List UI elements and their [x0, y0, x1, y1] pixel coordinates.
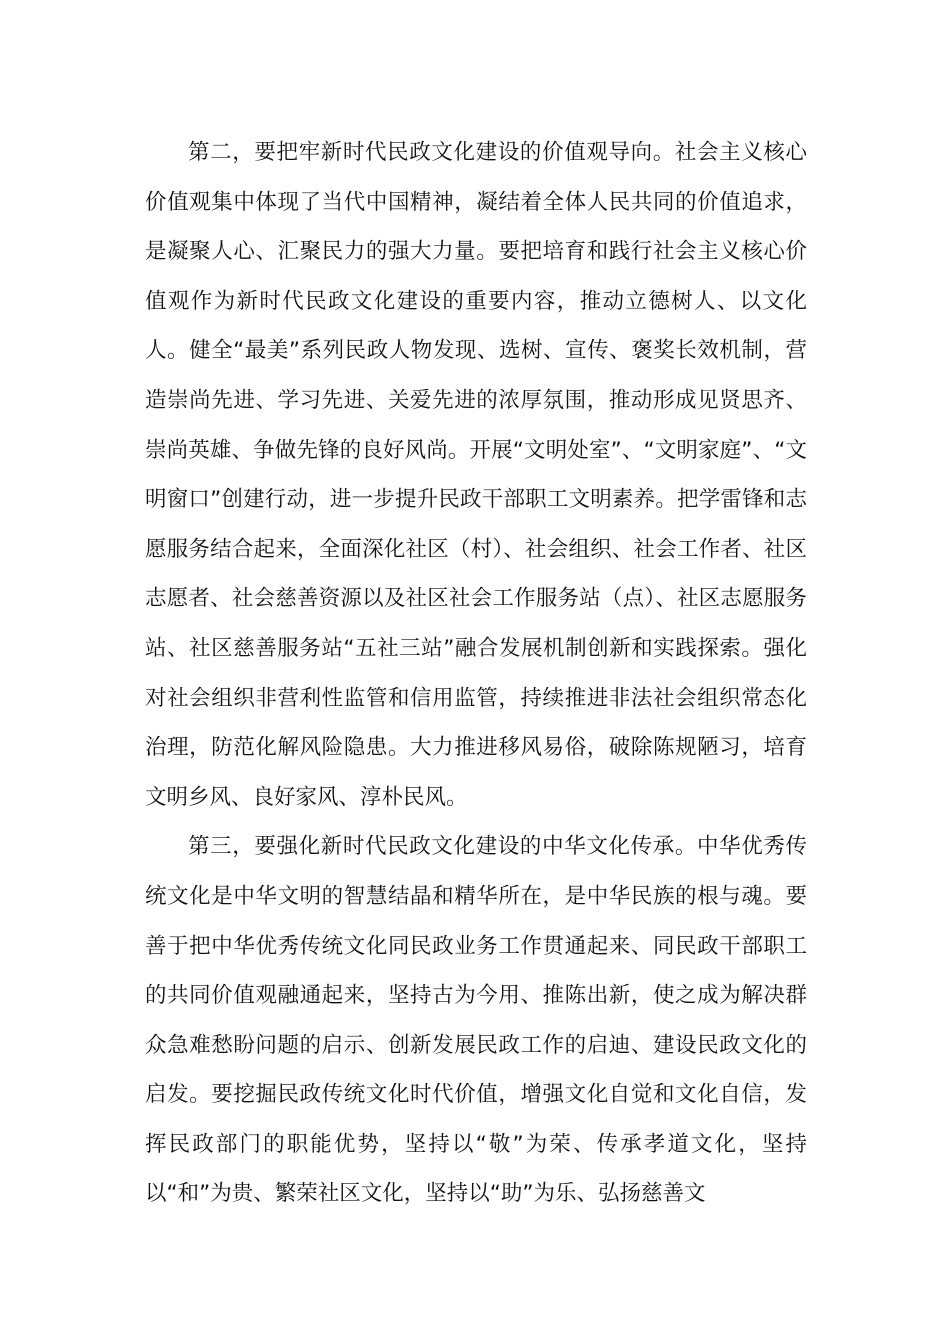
paragraph-second-point: 第二，要把牢新时代民政文化建设的价值观导向。社会主义核心价值观集中体现了当代中国精神，凝结着全体人民共同的价值追求，是凝聚人心、汇聚民力的强大力量。要把培育和践行社会主义核心价值观作为新时代民政文化建设的重要内容，推动立德树人、以文化人。健全“最美”系列民政人物发现、选树、宣传、褒奖长效机制，营造崇尚先进、学习先进、关爱先进的浓厚氛围，推动形成见贤思齐、崇尚英雄、争做先锋的良好风尚。开展“文明处室”、“文明家庭”、“文明窗口”创建行动，进一步提升民政干部职工文明素养。把学雷锋和志愿服务结合起来，全面深化社区（村）、社会组织、社会工作者、社区志愿者、社会慈善资源以及社区社会工作服务站（点）、社区志愿服务站、社区慈善服务站“五社三站”融合发展机制创新和实践探索。强化对社会组织非营利性监管和信用监管，持续推进非法社会组织常态化治理，防范化解风险隐患。大力推进移风易俗，破除陈规陋习，培育文明乡风、良好家风、淳朴民风。 — [145, 140, 807, 810]
paragraph-third-point: 第三，要强化新时代民政文化建设的中华文化传承。中华优秀传统文化是中华文明的智慧结晶和精华所在，是中华民族的根与魂。要善于把中华优秀传统文化同民政业务工作贯通起来、同民政干部职工的共同价值观融通起来，坚持古为今用、推陈出新，使之成为解决群众急难愁盼问题的启示、创新发展民政工作的启迪、建设民政文化的启发。要挖掘民政传统文化时代价值，增强文化自觉和文化自信，发挥民政部门的职能优势，坚持以“敬”为荣、传承孝道文化，坚持以“和”为贵、繁荣社区文化，坚持以“助”为乐、弘扬慈善文 — [145, 834, 807, 1207]
document-body — [145, 128, 807, 1219]
